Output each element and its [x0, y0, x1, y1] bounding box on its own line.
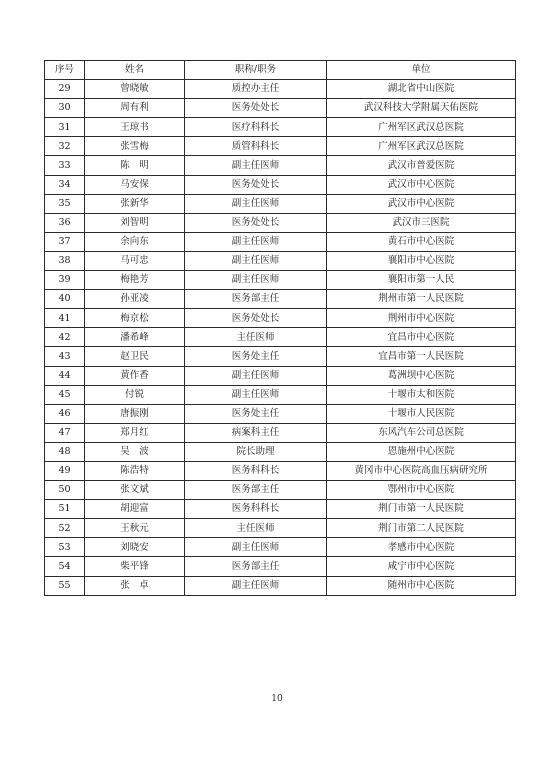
table-row [45, 461, 516, 480]
cell-index: 51 [45, 500, 85, 519]
cell-index: 41 [45, 309, 85, 328]
cell-title: 院长助理 [185, 442, 327, 461]
cell-unit: 湖北省中山医院 [327, 80, 516, 99]
header-index: 序号 [45, 61, 85, 80]
cell-unit: 鄂州市中心医院 [327, 481, 516, 500]
table-row [45, 194, 516, 213]
cell-index: 48 [45, 442, 85, 461]
table-row [45, 309, 516, 328]
header-title: 职称/职务 [185, 61, 327, 80]
table-row [45, 500, 516, 519]
cell-name: 吴 波 [85, 442, 185, 461]
cell-unit: 荆州市第一人民医院 [327, 290, 516, 309]
cell-title: 医务科科长 [185, 461, 327, 480]
header-name: 姓名 [85, 61, 185, 80]
table-row [45, 271, 516, 290]
cell-title: 副主任医师 [185, 271, 327, 290]
cell-name: 黄作香 [85, 366, 185, 385]
cell-name: 曾晓敏 [85, 80, 185, 99]
cell-unit: 广州军区武汉总医院 [327, 137, 516, 156]
cell-title: 副主任医师 [185, 366, 327, 385]
cell-title: 医务部主任 [185, 557, 327, 576]
header-row [45, 61, 516, 80]
cell-name: 刘晓安 [85, 538, 185, 557]
cell-name: 梅京松 [85, 309, 185, 328]
table-row [45, 576, 516, 595]
table-row [45, 80, 516, 99]
cell-name: 孙亚凌 [85, 290, 185, 309]
table-row [45, 557, 516, 576]
cell-title: 副主任医师 [185, 232, 327, 251]
cell-name: 马可忠 [85, 251, 185, 270]
table-row [45, 213, 516, 232]
cell-name: 张雪梅 [85, 137, 185, 156]
table-row [45, 423, 516, 442]
table-row [45, 232, 516, 251]
cell-unit: 宜昌市第一人民医院 [327, 347, 516, 366]
cell-index: 30 [45, 99, 85, 118]
cell-name: 陈 明 [85, 156, 185, 175]
cell-title: 医务处处长 [185, 213, 327, 232]
table-row [45, 481, 516, 500]
cell-unit: 武汉市中心医院 [327, 194, 516, 213]
cell-index: 32 [45, 137, 85, 156]
cell-index: 49 [45, 461, 85, 480]
cell-title: 副主任医师 [185, 538, 327, 557]
cell-name: 张文斌 [85, 481, 185, 500]
cell-unit: 孝感市中心医院 [327, 538, 516, 557]
cell-unit: 葛洲坝中心医院 [327, 366, 516, 385]
cell-name: 周有利 [85, 99, 185, 118]
cell-unit: 荆门市第二人民医院 [327, 519, 516, 538]
cell-title: 医务处处长 [185, 175, 327, 194]
cell-unit: 咸宁市中心医院 [327, 557, 516, 576]
table-header [45, 61, 516, 80]
cell-index: 35 [45, 194, 85, 213]
cell-title: 副主任医师 [185, 194, 327, 213]
cell-title: 医务部主任 [185, 481, 327, 500]
cell-unit: 荆州市中心医院 [327, 309, 516, 328]
cell-unit: 随州市中心医院 [327, 576, 516, 595]
cell-name: 马安保 [85, 175, 185, 194]
cell-unit: 武汉市普爱医院 [327, 156, 516, 175]
table-row [45, 118, 516, 137]
cell-index: 54 [45, 557, 85, 576]
cell-index: 46 [45, 404, 85, 423]
cell-index: 37 [45, 232, 85, 251]
cell-index: 39 [45, 271, 85, 290]
page-number: 10 [271, 694, 283, 704]
table-row [45, 538, 516, 557]
cell-title: 质管科科长 [185, 137, 327, 156]
cell-unit: 襄阳市中心医院 [327, 251, 516, 270]
cell-title: 副主任医师 [185, 156, 327, 175]
cell-name: 赵卫民 [85, 347, 185, 366]
cell-title: 副主任医师 [185, 385, 327, 404]
cell-unit: 武汉市三医院 [327, 213, 516, 232]
cell-name: 王秋元 [85, 519, 185, 538]
cell-unit: 荆门市第一人民医院 [327, 500, 516, 519]
cell-index: 36 [45, 213, 85, 232]
table-row [45, 251, 516, 270]
cell-unit: 武汉科技大学附属天佑医院 [327, 99, 516, 118]
cell-title: 医务处处长 [185, 309, 327, 328]
cell-name: 柴平锋 [85, 557, 185, 576]
cell-name: 张新华 [85, 194, 185, 213]
cell-unit: 东风汽车公司总医院 [327, 423, 516, 442]
cell-unit: 武汉市中心医院 [327, 175, 516, 194]
cell-name: 胡迎富 [85, 500, 185, 519]
cell-index: 52 [45, 519, 85, 538]
cell-unit: 广州军区武汉总医院 [327, 118, 516, 137]
cell-unit: 宜昌市中心医院 [327, 328, 516, 347]
table-row [45, 175, 516, 194]
cell-title: 医务处处长 [185, 99, 327, 118]
cell-title: 医务处主任 [185, 404, 327, 423]
cell-unit: 恩施州中心医院 [327, 442, 516, 461]
table-row [45, 519, 516, 538]
cell-name: 余向东 [85, 232, 185, 251]
cell-title: 副主任医师 [185, 251, 327, 270]
cell-index: 34 [45, 175, 85, 194]
table-body [45, 80, 516, 596]
table-row [45, 137, 516, 156]
cell-index: 43 [45, 347, 85, 366]
table-row [45, 99, 516, 118]
cell-index: 29 [45, 80, 85, 99]
cell-name: 付锐 [85, 385, 185, 404]
cell-title: 主任医师 [185, 519, 327, 538]
cell-title: 医务处主任 [185, 347, 327, 366]
cell-index: 33 [45, 156, 85, 175]
cell-unit: 十堰市人民医院 [327, 404, 516, 423]
cell-title: 医务部主任 [185, 290, 327, 309]
cell-index: 38 [45, 251, 85, 270]
cell-unit: 黄冈市中心医院高血压病研究所 [327, 461, 516, 480]
cell-title: 主任医师 [185, 328, 327, 347]
cell-title: 医疗科科长 [185, 118, 327, 137]
cell-name: 潘希峰 [85, 328, 185, 347]
table-row [45, 404, 516, 423]
cell-name: 张 卓 [85, 576, 185, 595]
table-row [45, 290, 516, 309]
table-row [45, 385, 516, 404]
cell-name: 郑月红 [85, 423, 185, 442]
cell-unit: 襄阳市第一人民 [327, 271, 516, 290]
cell-name: 唐振刚 [85, 404, 185, 423]
cell-index: 47 [45, 423, 85, 442]
cell-index: 55 [45, 576, 85, 595]
cell-name: 梅艳芳 [85, 271, 185, 290]
cell-name: 刘智明 [85, 213, 185, 232]
cell-title: 副主任医师 [185, 576, 327, 595]
cell-index: 45 [45, 385, 85, 404]
cell-title: 质控办主任 [185, 80, 327, 99]
table-row [45, 328, 516, 347]
header-unit: 单位 [327, 61, 516, 80]
table-row [45, 347, 516, 366]
cell-name: 陈浩特 [85, 461, 185, 480]
table-row [45, 156, 516, 175]
table-row [45, 366, 516, 385]
roster-table [44, 60, 516, 596]
cell-title: 医务科科长 [185, 500, 327, 519]
cell-unit: 黄石市中心医院 [327, 232, 516, 251]
table-row [45, 442, 516, 461]
cell-index: 42 [45, 328, 85, 347]
cell-index: 31 [45, 118, 85, 137]
cell-index: 44 [45, 366, 85, 385]
cell-unit: 十堰市太和医院 [327, 385, 516, 404]
cell-index: 53 [45, 538, 85, 557]
cell-index: 40 [45, 290, 85, 309]
cell-title: 病案科主任 [185, 423, 327, 442]
cell-name: 王琼书 [85, 118, 185, 137]
cell-index: 50 [45, 481, 85, 500]
